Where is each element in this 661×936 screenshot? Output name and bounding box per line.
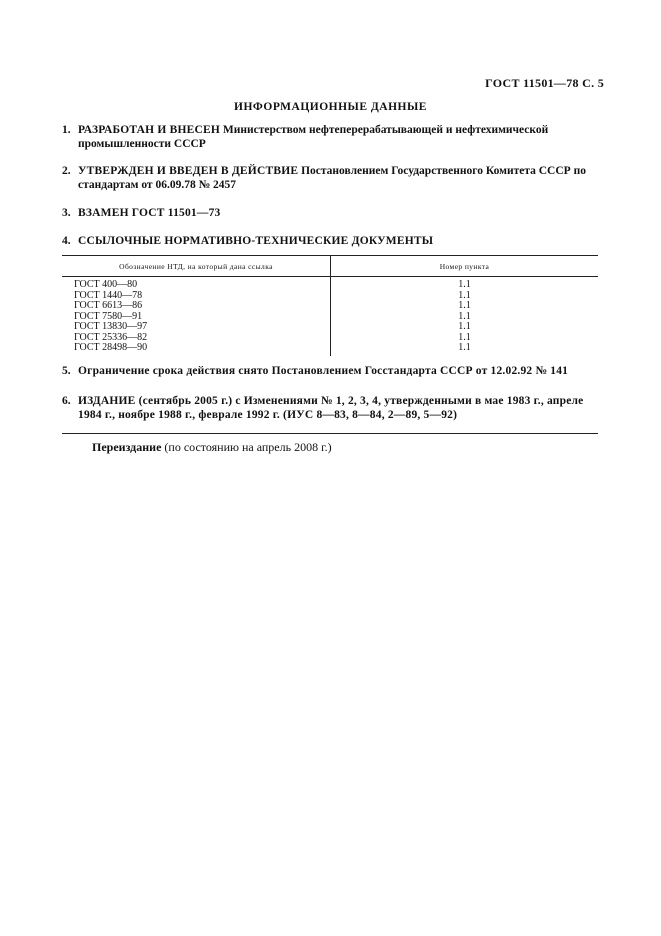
item-body [78, 394, 604, 422]
item-lead: ССЫЛОЧНЫЕ НОРМАТИВНО-ТЕХНИЧЕСКИЕ ДОКУМЕНТЫ [78, 235, 434, 247]
info-item-edition [62, 394, 604, 422]
item-body [78, 164, 604, 192]
clause-cell: 1.1 [458, 279, 471, 290]
reprint-text: (по состоянию на апрель 2008 г.) [161, 440, 332, 454]
item-body [78, 206, 604, 220]
item-lead: РАЗРАБОТАН И ВНЕСЕН [78, 124, 221, 136]
item-text: Министерством нефтеперерабатывающей и нефтехимической промышленности СССР [78, 124, 549, 150]
item-lead: ИЗДАНИЕ (сентябрь 2005 г.) с Изменениями № 1, 2, 3, 4, утвержденными в мае 1983 г., апреле 1984 г., ноябре 1988 г., феврале 1992 г. (ИУС 8—83, 8—84, 2—89, 5—92) [78, 395, 584, 421]
item-number: 4. [62, 235, 71, 247]
document-cell: ГОСТ 28498—90 [62, 343, 331, 356]
clause-cell: 1.1 [458, 342, 471, 353]
table-row [62, 322, 598, 333]
info-item-developed [62, 123, 604, 151]
document-cell: ГОСТ 25336—82 [62, 333, 331, 344]
table-row [62, 277, 598, 291]
item-body [78, 364, 604, 378]
clause-cell: 1.1 [458, 321, 471, 332]
info-item-approved [62, 164, 604, 192]
item-number: 6. [62, 395, 71, 407]
item-number: 5. [62, 365, 71, 377]
item-lead: Ограничение срока действия снято Постановлением Госстандарта СССР от 12.02.92 № 141 [78, 365, 569, 377]
clause-cell: 1.1 [458, 310, 471, 322]
clause-cell: 1.1 [458, 300, 471, 311]
document-cell: ГОСТ 6613—86 [62, 301, 331, 312]
page-header: ГОСТ 11501—78 С. 5 [485, 76, 604, 90]
item-text: Постановлением Государственного Комитета СССР по стандартам от 06.09.78 № 2457 [78, 165, 586, 191]
document-cell: ГОСТ 7580—91 [62, 312, 331, 323]
reprint-note [92, 440, 332, 455]
reprint-label: Переиздание [92, 440, 162, 454]
clause-cell: 1.1 [458, 331, 471, 343]
document-cell: ГОСТ 13830—97 [62, 322, 331, 333]
document-title: ИНФОРМАЦИОННЫЕ ДАННЫЕ [234, 101, 427, 113]
document-cell: ГОСТ 1440—78 [62, 291, 331, 302]
info-item-validity [62, 364, 604, 378]
table-row [62, 301, 598, 312]
column-header-clause: Номер пункта [331, 256, 599, 277]
column-header-document: Обозначение НТД, на который дана ссылка [62, 256, 331, 277]
table-row [62, 343, 598, 356]
item-lead: УТВЕРЖДЕН И ВВЕДЕН В ДЕЙСТВИЕ [78, 165, 299, 177]
item-number: 2. [62, 165, 71, 177]
info-item-references [62, 234, 604, 248]
item-number: 3. [62, 207, 71, 219]
item-number: 1. [62, 124, 71, 136]
item-lead: ВЗАМЕН ГОСТ 11501—73 [78, 207, 221, 219]
table-row [62, 291, 598, 302]
clause-cell: 1.1 [458, 289, 471, 301]
item-body [78, 123, 604, 151]
reference-documents-table [62, 255, 598, 356]
info-item-replaces [62, 206, 604, 220]
section-divider [62, 433, 598, 434]
document-cell: ГОСТ 400—80 [62, 277, 331, 291]
table-header-row [62, 256, 598, 277]
item-body [78, 234, 604, 248]
